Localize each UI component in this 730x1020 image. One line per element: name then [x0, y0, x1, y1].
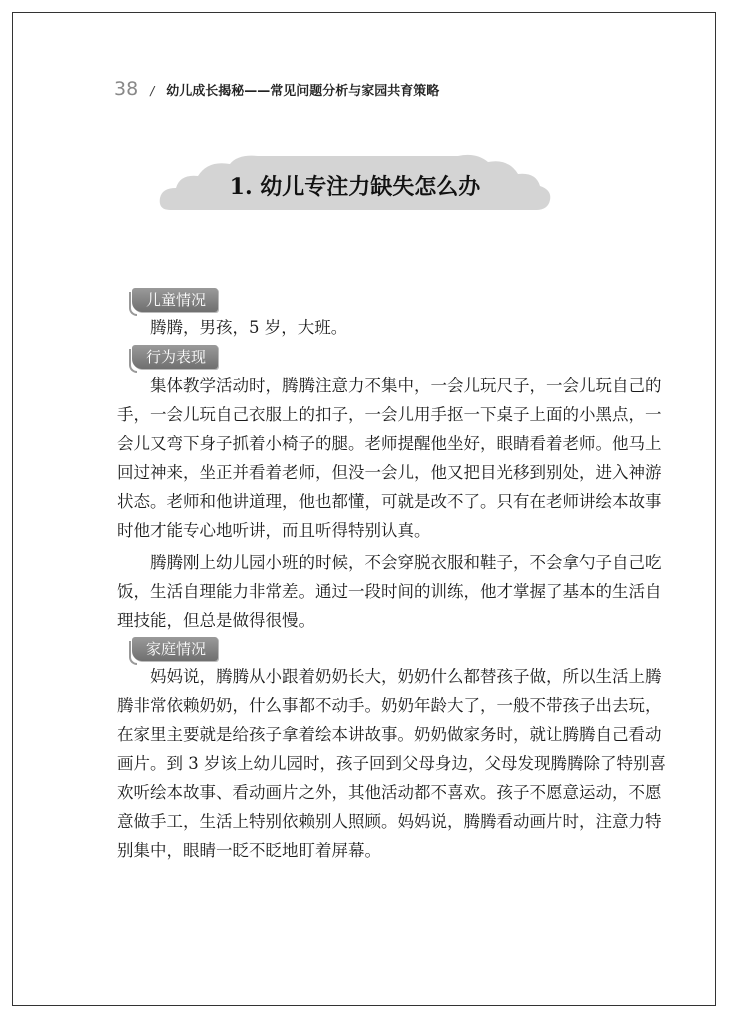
text-line: 状态。老师和他讲道理，他也都懂，可就是改不了。只有在老师讲绘本故事: [117, 492, 662, 511]
text-line: 腾腾，男孩，5 岁，大班。: [150, 318, 348, 337]
tag-family: 家庭情况: [132, 637, 218, 661]
text-line: 妈妈说，腾腾从小跟着奶奶长大，奶奶什么都替孩子做，所以生活上腾: [150, 667, 662, 686]
paragraph: [117, 662, 666, 865]
text-line: 回过神来，坐正并看着老师，但没一会儿，他又把目光移到别处，进入神游: [117, 463, 662, 482]
text-line: 意做手工，生活上特别依赖别人照顾。妈妈说，腾腾看动画片时，注意力特: [117, 812, 662, 831]
page-number: 38: [114, 78, 139, 100]
header-separator: /: [150, 84, 155, 98]
text-line: 饭，生活自理能力非常差。通过一段时间的训练，他才掌握了基本的生活自: [117, 582, 662, 601]
text-line: 在家里主要就是给孩子拿着绘本讲故事。奶奶做家务时，就让腾腾自己看动: [117, 725, 662, 744]
text-line: 集体教学活动时，腾腾注意力不集中，一会儿玩尺子，一会儿玩自己的: [150, 376, 662, 395]
text-line: 欢听绘本故事、看动画片之外，其他活动都不喜欢。孩子不愿意运动，不愿: [117, 783, 662, 802]
paragraph: [117, 548, 662, 635]
book-title: 幼儿成长揭秘——常见问题分析与家园共育策略: [166, 84, 440, 99]
text-line: 会儿又弯下身子抓着小椅子的腿。老师提醒他坐好，眼睛看着老师。他马上: [117, 434, 662, 453]
tag-child-info: 儿童情况: [132, 288, 218, 312]
section-title-banner: [158, 152, 552, 212]
text-line: 腾非常依赖奶奶，什么事都不动手。奶奶年龄大了，一般不带孩子出去玩，: [117, 696, 662, 715]
running-header: [114, 78, 439, 100]
tag-behavior: 行为表现: [132, 345, 218, 369]
text-line: 腾腾刚上幼儿园小班的时候，不会穿脱衣服和鞋子，不会拿勺子自己吃: [150, 553, 662, 572]
text-line: 时他才能专心地听讲，而且听得特别认真。: [117, 521, 431, 540]
paragraph: [117, 313, 605, 342]
section-title: 1. 幼儿专注力缺失怎么办: [229, 174, 481, 200]
text-line: 别集中，眼睛一眨不眨地盯着屏幕。: [117, 841, 381, 860]
text-line: 画片。到 3 岁该上幼儿园时，孩子回到父母身边，父母发现腾腾除了特别喜: [117, 754, 666, 773]
text-line: 手，一会儿玩自己衣服上的扣子，一会儿用手抠一下桌子上面的小黑点，一: [117, 405, 662, 424]
paragraph: [117, 371, 662, 545]
text-line: 理技能，但总是做得很慢。: [117, 611, 315, 630]
